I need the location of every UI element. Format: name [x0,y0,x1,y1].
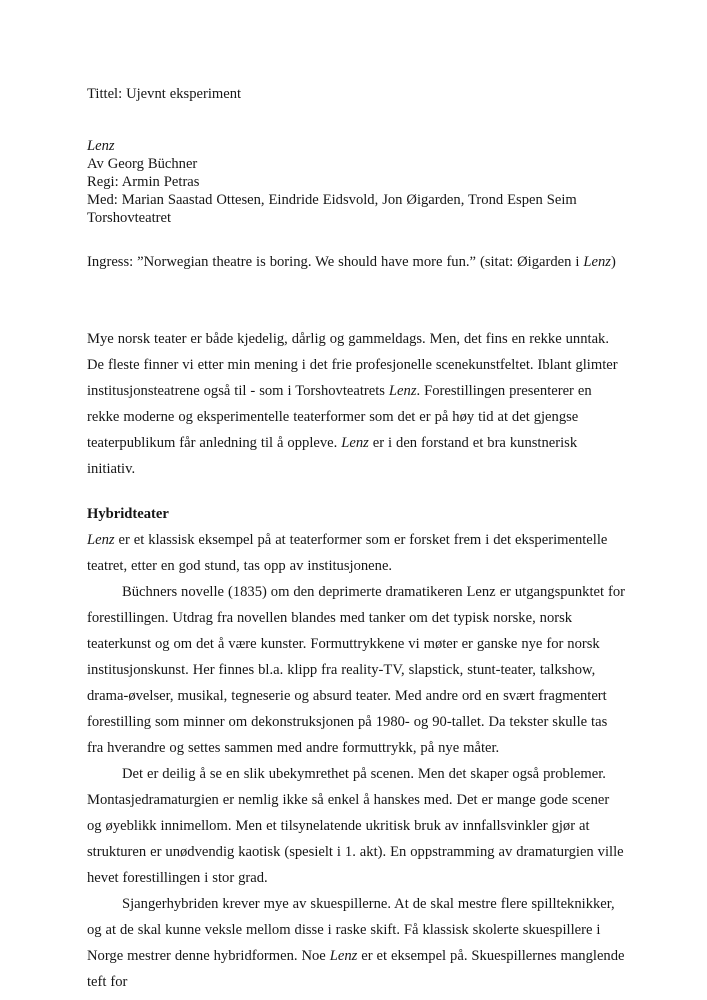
paragraph-intro [87,326,627,482]
paragraph-sjangerhybriden [87,891,627,995]
italic-text-run: Lenz [87,532,115,548]
text-run: er et eksempel på. Skuespillernes manglende teft for [87,948,625,990]
paragraph-buchners-novelle [87,579,627,761]
text-run: Mye norsk teater er både kjedelig, dårlig og gammeldags. Men, det fins en rekke unntak. De fleste finner vi etter min mening i det frie profesjonelle scenekunstfeltet. Iblant glimter institusjonsteatrene også til - som i Torshovteatrets [87,331,618,399]
venue-line [87,209,627,227]
author-line [87,155,627,173]
work-title-line [87,137,627,155]
italic-text-run: Lenz [329,948,358,964]
text-run: Sjangerhybriden krever mye av skuespillerne. At de skal mestre flere spillteknikker, og at de skal kunne veksle mellom disse i raske skift. Få klassisk skolerte skuespillere i Norge mestrer denne hybridformen. Noe [87,896,615,964]
text-run: Med: Marian Saastad Ottesen, Eindride Eidsvold, Jon Øigarden, Trond Espen Seim [87,192,577,208]
cast-line [87,191,627,209]
text-run: Regi: Armin Petras [87,174,200,190]
italic-text-run: Lenz [583,254,611,270]
title-line [87,85,627,103]
text-run: er i den forstand et bra kunstnerisk initiativ. [87,435,578,477]
text-run: Ingress: ”Norwegian theatre is boring. We should have more fun.” (sitat: Øigarden i [87,254,584,270]
text-run: Hybridteater [87,506,169,522]
director-line [87,173,627,191]
text-run: Torshovteatret [87,210,172,226]
text-run: er et klassisk eksempel på at teaterformer som er forsket frem i det eksperimentelle teatret, etter en god stund, tas opp av institusjonene. [87,532,608,574]
text-run: Av Georg Büchner [87,156,198,172]
section-heading-hybridteater [87,501,627,527]
text-run: . Forestillingen presenterer en rekke moderne og eksperimentelle teaterformer som det er på høy tid at det gjengse teaterpublikum får anledning til å oppleve. [87,383,592,451]
paragraph-montasjedramaturgi [87,761,627,891]
text-run: Det er deilig å se en slik ubekymrethet på scenen. Men det skaper også problemer. Montasjedramaturgien er nemlig ikke så enkel å hanskes med. Det er mange gode scener og øyeblikk innimellom. Men et tilsynelatende ukritisk bruk av innfallsvinkler gjør at strukturen er unødvendig kaotisk (spesielt i 1. akt). En oppstramming av dramaturgien ville hevet forestillingen i stor grad. [87,766,624,886]
italic-text-run: Lenz [341,435,369,451]
text-run: Büchners novelle (1835) om den deprimerte dramatikeren Lenz er utgangspunktet for forestillingen. Utdrag fra novellen blandes med tanker om det typisk norske, norsk teaterkunst og om det å være kunster. Formuttrykkene vi møter er ganske nye for norsk institusjonskunst. Her finnes bl.a. klipp fra reality-TV, slapstick, stunt-teater, talkshow, drama-øvelser, musikal, tegneserie og absurd teater. Med andre ord en svært fragmentert forestilling som minner om dekonstruksjonen på 1980- og 90-tallet. Da tekster skulle tas fra hverandre og settes sammen med andre formuttrykk, på nye måter. [87,584,625,756]
text-run: ) [610,254,616,270]
paragraph-hybrid [87,527,627,579]
italic-text-run: Lenz [87,138,115,154]
text-run: Tittel: Ujevnt eksperiment [87,86,242,102]
ingress-line [87,253,627,271]
document-body [87,85,627,995]
italic-text-run: Lenz [388,383,417,399]
